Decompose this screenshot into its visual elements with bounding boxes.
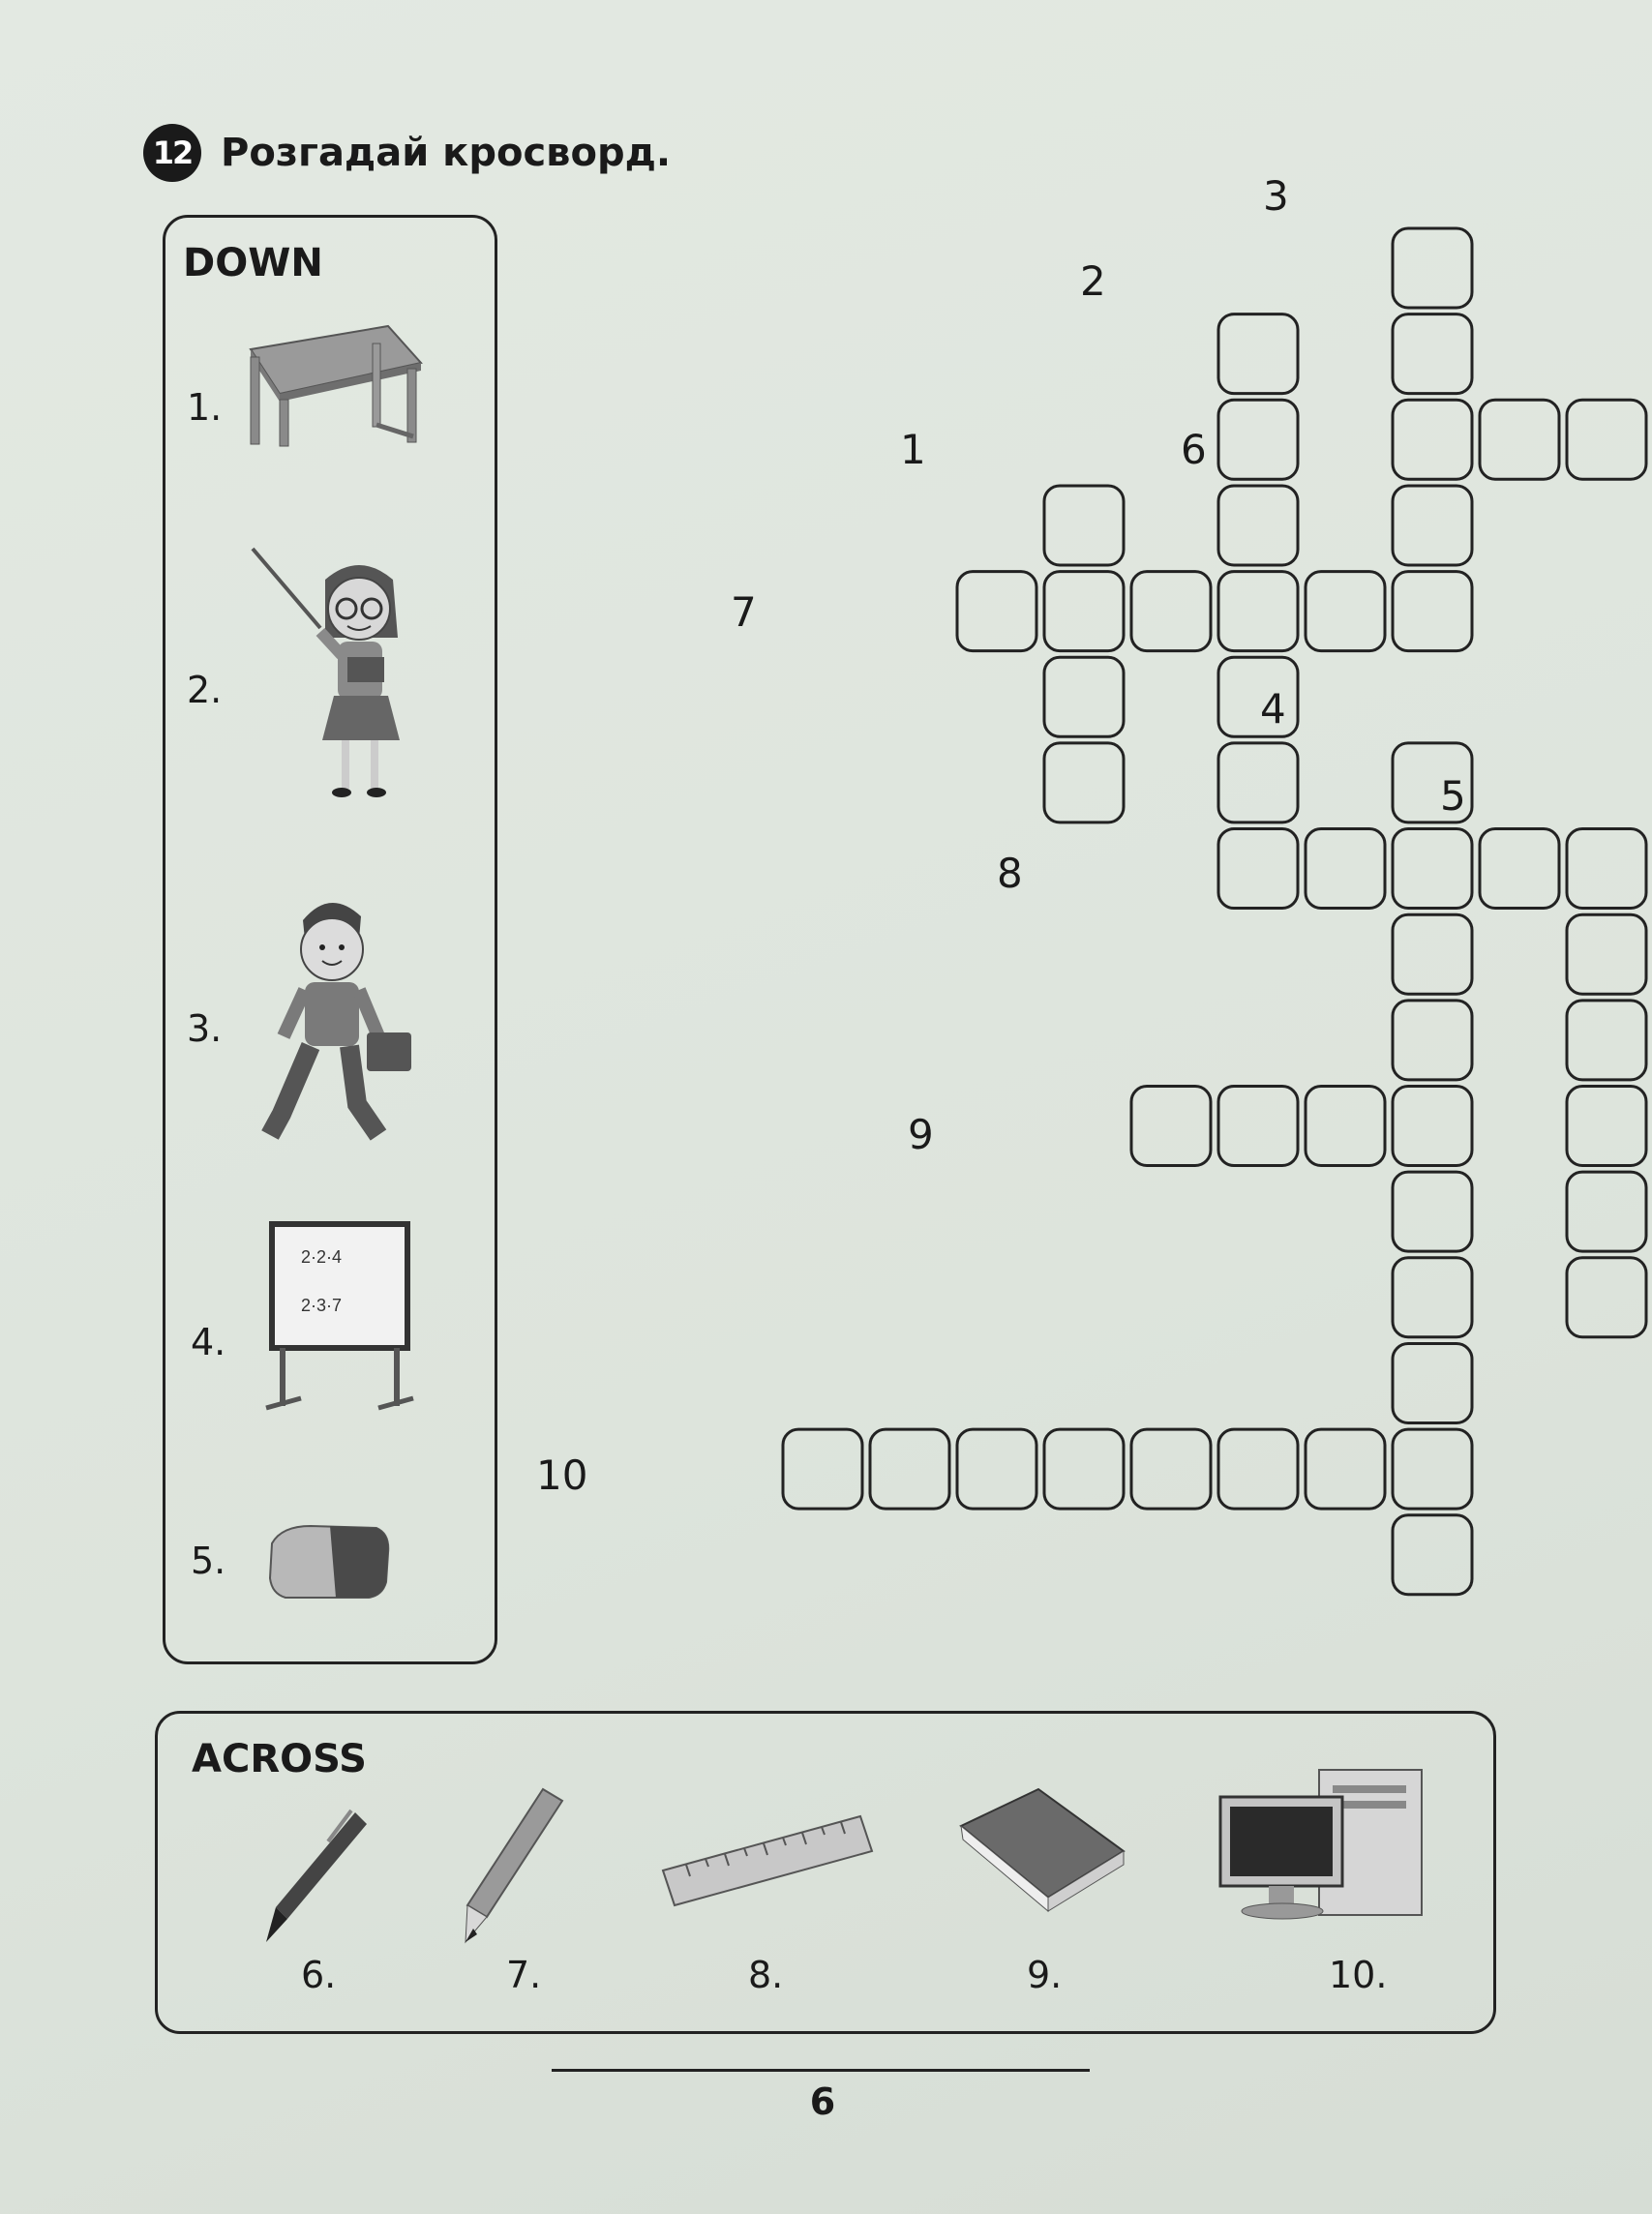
- crossword-word-number: 5: [1440, 772, 1466, 820]
- crossword-cell[interactable]: [1393, 400, 1472, 479]
- crossword-cell[interactable]: [1306, 1087, 1385, 1166]
- crossword-cell[interactable]: [1393, 1429, 1472, 1509]
- crossword-cell[interactable]: [1567, 400, 1646, 479]
- crossword-cell[interactable]: [1567, 1087, 1646, 1166]
- crossword-word-number: 3: [1263, 172, 1289, 220]
- crossword-cell[interactable]: [1393, 1515, 1472, 1595]
- crossword-word-number: 10: [536, 1451, 588, 1499]
- crossword-cell[interactable]: [1567, 1172, 1646, 1251]
- crossword-cell[interactable]: [1218, 314, 1298, 394]
- down-clue-number: 4.: [191, 1321, 226, 1363]
- crossword-word-number: 1: [900, 426, 926, 473]
- crossword-word-number: 2: [1080, 257, 1106, 305]
- crossword-cell[interactable]: [1567, 914, 1646, 994]
- crossword-cell[interactable]: [1044, 572, 1124, 651]
- crossword-cell[interactable]: [957, 1429, 1036, 1509]
- crossword-cell[interactable]: [1131, 1087, 1211, 1166]
- crossword-cell[interactable]: [1393, 1087, 1472, 1166]
- crossword-cell[interactable]: [1218, 572, 1298, 651]
- crossword-word-number: 9: [908, 1111, 934, 1158]
- crossword-cell[interactable]: [1218, 1429, 1298, 1509]
- crossword-cell[interactable]: [1306, 572, 1385, 651]
- crossword-cell[interactable]: [1218, 486, 1298, 565]
- crossword-word-number: 7: [731, 588, 757, 636]
- crossword-cell[interactable]: [1218, 400, 1298, 479]
- crossword-word-number: 8: [997, 850, 1023, 897]
- across-clue-number: 7.: [506, 1954, 542, 1996]
- crossword-cell[interactable]: [1131, 1429, 1211, 1509]
- crossword-cell[interactable]: [1480, 829, 1559, 909]
- page-number: 6: [809, 2080, 836, 2123]
- crossword-cell[interactable]: [1218, 743, 1298, 823]
- crossword-cell[interactable]: [1393, 486, 1472, 565]
- board-text-line: 2·3·7: [301, 1296, 343, 1315]
- crossword-cell[interactable]: [1393, 572, 1472, 651]
- crossword-cell[interactable]: [1044, 743, 1124, 823]
- down-clue-number: 1.: [187, 386, 223, 429]
- across-clue-number: 10.: [1329, 1954, 1388, 1996]
- down-clue-number: 2.: [187, 669, 223, 711]
- across-clue-number: 6.: [301, 1954, 337, 1996]
- crossword-cell[interactable]: [1567, 829, 1646, 909]
- across-heading: ACROSS: [192, 1737, 367, 1781]
- crossword-cell[interactable]: [1306, 829, 1385, 909]
- exercise-title: Розгадай кросворд.: [221, 131, 672, 175]
- crossword-cell[interactable]: [1044, 1429, 1124, 1509]
- crossword-cell[interactable]: [1393, 1343, 1472, 1422]
- crossword-cell[interactable]: [1567, 1258, 1646, 1337]
- crossword-cell[interactable]: [1393, 228, 1472, 308]
- crossword-cell[interactable]: [1393, 1258, 1472, 1337]
- crossword-cell[interactable]: [1393, 1172, 1472, 1251]
- crossword-cell[interactable]: [1567, 1001, 1646, 1080]
- crossword-cell[interactable]: [1306, 1429, 1385, 1509]
- crossword-word-number: 4: [1260, 685, 1286, 733]
- board-text-line: 2·2·4: [301, 1247, 343, 1267]
- exercise-number-badge: 12: [143, 124, 201, 182]
- crossword-cell[interactable]: [1218, 829, 1298, 909]
- crossword-cell[interactable]: [1044, 486, 1124, 565]
- crossword-cell[interactable]: [1131, 572, 1211, 651]
- down-heading: DOWN: [183, 241, 323, 285]
- page-divider: [552, 2069, 1090, 2072]
- crossword-cell[interactable]: [1044, 657, 1124, 736]
- crossword-cell[interactable]: [1480, 400, 1559, 479]
- crossword-cell[interactable]: [1393, 829, 1472, 909]
- crossword-cell[interactable]: [1218, 1087, 1298, 1166]
- crossword-word-number: 6: [1181, 426, 1207, 473]
- crossword-cell[interactable]: [1393, 914, 1472, 994]
- down-clue-number: 5.: [191, 1540, 226, 1582]
- crossword-cell[interactable]: [957, 572, 1036, 651]
- crossword-cell[interactable]: [1393, 314, 1472, 394]
- across-clue-number: 8.: [748, 1954, 784, 1996]
- across-clue-number: 9.: [1027, 1954, 1063, 1996]
- down-clue-number: 3.: [187, 1007, 223, 1050]
- crossword-cell[interactable]: [1393, 1001, 1472, 1080]
- crossword-cell[interactable]: [870, 1429, 949, 1509]
- crossword-cell[interactable]: [783, 1429, 862, 1509]
